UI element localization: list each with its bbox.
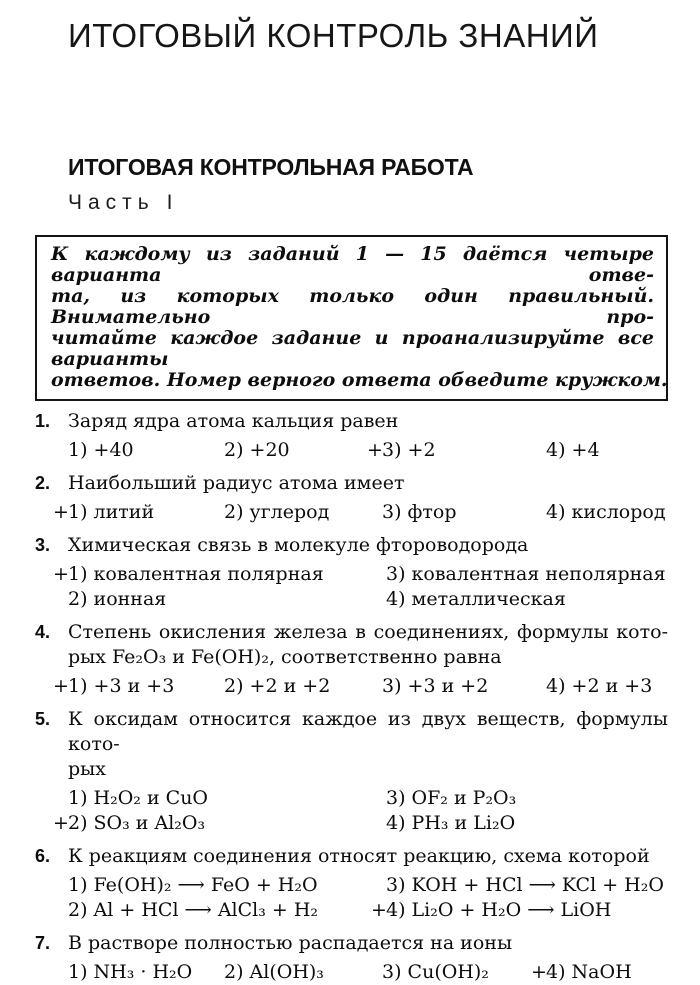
option-text: 1) ковалентная полярная (68, 563, 324, 585)
question-number: 6. (35, 846, 51, 866)
question-6 (35, 844, 668, 923)
option (224, 674, 382, 699)
question-text-line: К реакциям соединения относят реакцию, схема которой (68, 845, 650, 867)
option-text: 1) литий (68, 501, 155, 523)
answer-mark: + (367, 439, 383, 461)
question-4 (35, 620, 668, 699)
page-title: ИТОГОВЫЙ КОНТРОЛЬ ЗНАНИЙ (68, 17, 599, 54)
option (53, 562, 386, 587)
option (531, 960, 668, 985)
question-text-line: Химическая связь в молекуле фтороводорода (68, 534, 529, 556)
options-grid (53, 786, 668, 836)
question-7 (35, 931, 668, 985)
option (224, 500, 382, 525)
question-2 (35, 471, 668, 525)
options-row (68, 438, 668, 463)
question-number: 2. (35, 473, 51, 493)
option (546, 674, 668, 699)
option (53, 811, 386, 836)
option-text: 1) +3 и +3 (68, 675, 175, 697)
answer-mark: + (371, 899, 387, 921)
question-number: 7. (35, 933, 51, 953)
option (386, 587, 668, 612)
question-text-line: К оксидам относится каждое из двух веществ, формулы кото- (68, 708, 668, 755)
question-text-line: Наибольший радиус атома имеет (68, 472, 405, 494)
option (53, 674, 224, 699)
option-text: 1) NH₃ · H₂O (68, 961, 193, 983)
question-number: 3. (35, 535, 51, 555)
option (386, 786, 668, 811)
option-text: 4) кислород (546, 501, 666, 523)
part-label: Часть I (68, 191, 179, 214)
answer-mark: + (53, 675, 69, 697)
options-row (53, 500, 668, 525)
option-text: 2) углерод (224, 501, 330, 523)
options-grid (53, 562, 668, 612)
instruction-line: та, из которых только один правильный. Внимательно про- (51, 285, 654, 328)
question-text-line: В растворе полностью распадается на ионы (68, 932, 513, 954)
question-text-line: рых Fe₂O₃ и Fe(OH)₂, соответственно равна (68, 646, 502, 668)
option (68, 960, 224, 985)
option-text: 3) фтор (382, 501, 457, 523)
instruction-line: читайте каждое задание и проанализируйте все варианты (51, 327, 654, 370)
option (382, 500, 546, 525)
question-3 (35, 533, 668, 612)
question-text-line: Степень окисления железа в соединениях, формулы кото- (68, 621, 668, 643)
option (546, 438, 668, 463)
answer-mark: + (531, 961, 547, 983)
option-text: 2) ионная (68, 588, 167, 610)
question-number: 1. (35, 411, 51, 431)
option (386, 873, 668, 898)
option (382, 674, 546, 699)
question-1 (35, 409, 668, 463)
question-number: 5. (35, 709, 51, 729)
option-text: 2) Al(OH)₃ (224, 961, 324, 983)
instruction-line: К каждому из заданий 1 — 15 даётся четыре варианта отве- (51, 243, 654, 286)
question-number: 4. (35, 622, 51, 642)
option-text: 2) SO₃ и Al₂O₃ (68, 812, 206, 834)
question-text-line: Заряд ядра атома кальция равен (68, 410, 399, 432)
option (68, 438, 224, 463)
option-text: 1) Fe(OH)₂ ⟶ FeO + H₂O (68, 874, 318, 896)
instructions-box (35, 235, 668, 401)
options-grid (68, 873, 668, 923)
question-5 (35, 707, 668, 836)
option-text: 3) Cu(OH)₂ (382, 961, 489, 983)
worksheet-title: ИТОГОВАЯ КОНТРОЛЬНАЯ РАБОТА (68, 154, 474, 180)
option-text: 1) H₂O₂ и CuO (68, 787, 209, 809)
option-text: 2) Al + HCl ⟶ AlCl₃ + H₂ (68, 899, 319, 921)
option-text: 2) +2 и +2 (224, 675, 331, 697)
question-text-line: рых (68, 758, 106, 780)
option-text: 1) +40 (68, 439, 134, 461)
answer-mark: + (53, 563, 69, 585)
option (546, 500, 668, 525)
option (224, 960, 382, 985)
answer-mark: + (53, 501, 69, 523)
option (367, 438, 546, 463)
option-text: 4) NaOH (546, 961, 632, 983)
option (68, 873, 386, 898)
option-text: 4) PH₃ и Li₂O (386, 812, 516, 834)
option-text: 4) Li₂O + H₂O ⟶ LiOH (386, 899, 612, 921)
option (371, 898, 668, 923)
option (382, 960, 546, 985)
option (53, 500, 224, 525)
option-text: 3) +2 (382, 439, 436, 461)
option (68, 587, 386, 612)
instruction-line: ответов. Номер верного ответа обведите кружком. (51, 369, 668, 391)
option (68, 786, 386, 811)
options-row (68, 960, 668, 985)
option (386, 562, 668, 587)
option-text: 4) металлическая (386, 588, 566, 610)
option-text: 3) ковалентная неполярная (386, 563, 666, 585)
option-text: 2) +20 (224, 439, 290, 461)
option (386, 811, 668, 836)
answer-mark: + (53, 812, 69, 834)
options-row (53, 674, 668, 699)
option-text: 3) OF₂ и P₂O₃ (386, 787, 517, 809)
option-text: 3) KOH + HCl ⟶ KCl + H₂O (386, 874, 664, 896)
option (224, 438, 382, 463)
option-text: 4) +4 (546, 439, 600, 461)
option (68, 898, 386, 923)
option-text: 3) +3 и +2 (382, 675, 489, 697)
option-text: 4) +2 и +3 (546, 675, 653, 697)
